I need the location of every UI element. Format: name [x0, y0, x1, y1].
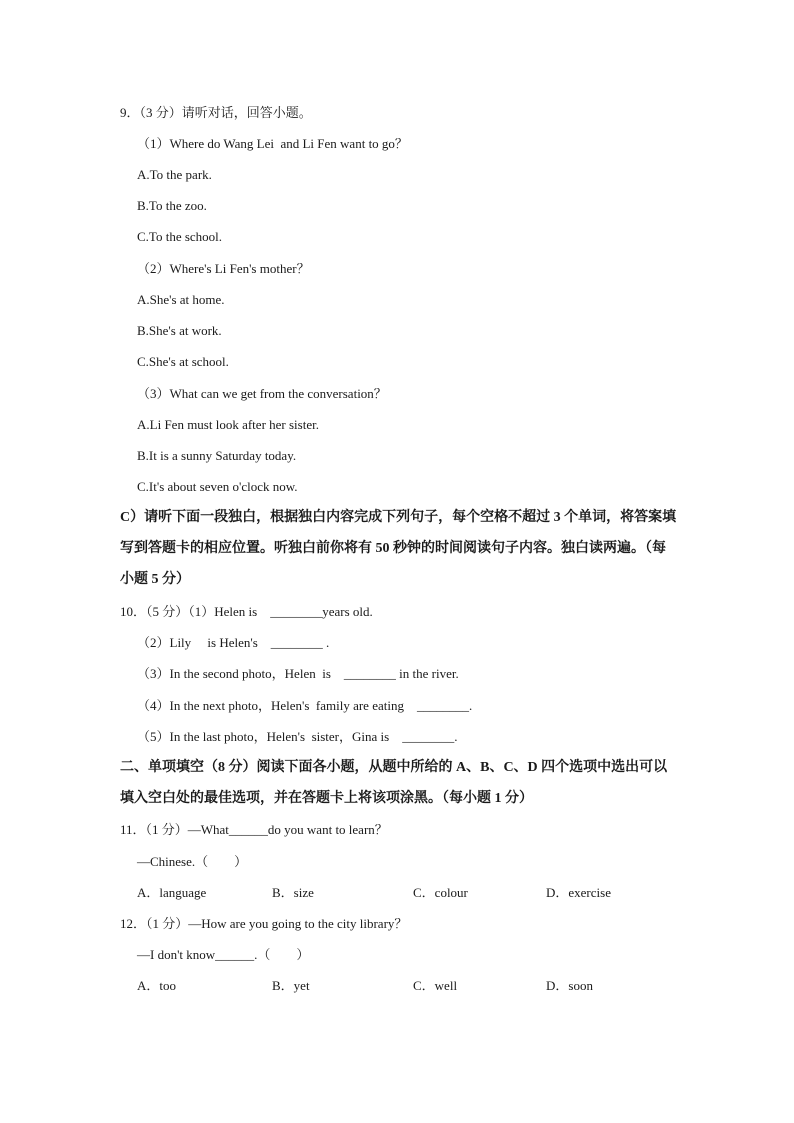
- q9-sub1-option-c: C.To the school.: [137, 229, 223, 244]
- q11-answer: —Chinese.（ ）: [137, 854, 248, 869]
- q11-option-a: A．language: [137, 885, 207, 900]
- q9-sub2-option-b: B.She's at work.: [137, 323, 222, 338]
- q9-sub2-option-c: C.She's at school.: [137, 354, 229, 369]
- q12-answer: —I don't know______.（ ）: [137, 947, 310, 962]
- q9-sub3-option-b: B.It is a sunny Saturday today.: [137, 448, 297, 463]
- q10-item-2: （2）Lily is Helen's ________ .: [137, 635, 330, 650]
- q9-sub1-option-a: A.To the park.: [137, 167, 212, 182]
- q12-option-d: D．soon: [546, 978, 593, 993]
- q12-option-a: A．too: [137, 978, 177, 993]
- q9-sub1-option-b: B.To the zoo.: [137, 198, 207, 213]
- q11-option-b: B．size: [272, 885, 314, 900]
- q10-item-3: （3）In the second photo，Helen is ________ in the river.: [137, 666, 459, 681]
- q11-option-c: C．colour: [413, 885, 468, 900]
- q12-option-b: B．yet: [272, 978, 310, 993]
- q10-item-4: （4）In the next photo，Helen's family are eating ________.: [137, 698, 473, 713]
- q9-sub3-option-c: C.It's about seven o'clock now.: [137, 479, 298, 494]
- q10-item-1: 10．（5 分）（1）Helen is ________years old.: [120, 604, 373, 619]
- section-2-line-2: 填入空白处的最佳选项，并在答题卡上将该项涂黑。（每小题 1 分）: [120, 791, 533, 806]
- q11-question: 11．（1 分）—What______do you want to learn？: [120, 822, 388, 837]
- section-c-line-1: C）请听下面一段独白，根据独白内容完成下列句子，每个空格不超过 3 个单词，将答案填: [120, 510, 677, 525]
- q12-question: 12．（1 分）—How are you going to the city library？: [120, 916, 408, 931]
- q9-sub2-question: （2）Where's Li Fen's mother？: [137, 261, 310, 276]
- section-c-line-3: 小题 5 分）: [120, 572, 190, 587]
- q11-option-d: D．exercise: [546, 885, 611, 900]
- section-2-line-1: 二、单项填空（8 分）阅读下面各小题，从题中所给的 A、B、C、D 四个选项中选出可以: [120, 760, 668, 775]
- q9-sub1-question: （1）Where do Wang Lei and Li Fen want to go？: [137, 136, 408, 151]
- q9-sub3-question: （3）What can we get from the conversation？: [137, 386, 387, 401]
- q12-option-c: C．well: [413, 978, 458, 993]
- section-c-line-2: 写到答题卡的相应位置。听独白前你将有 50 秒钟的时间阅读句子内容。独白读两遍。（每: [120, 541, 666, 556]
- q9-header: 9．（3 分）请听对话，回答小题。: [120, 105, 312, 120]
- q10-item-5: （5）In the last photo，Helen's sister，Gina is ________.: [137, 729, 458, 744]
- q9-sub2-option-a: A.She's at home.: [137, 292, 225, 307]
- q9-sub3-option-a: A.Li Fen must look after her sister.: [137, 417, 319, 432]
